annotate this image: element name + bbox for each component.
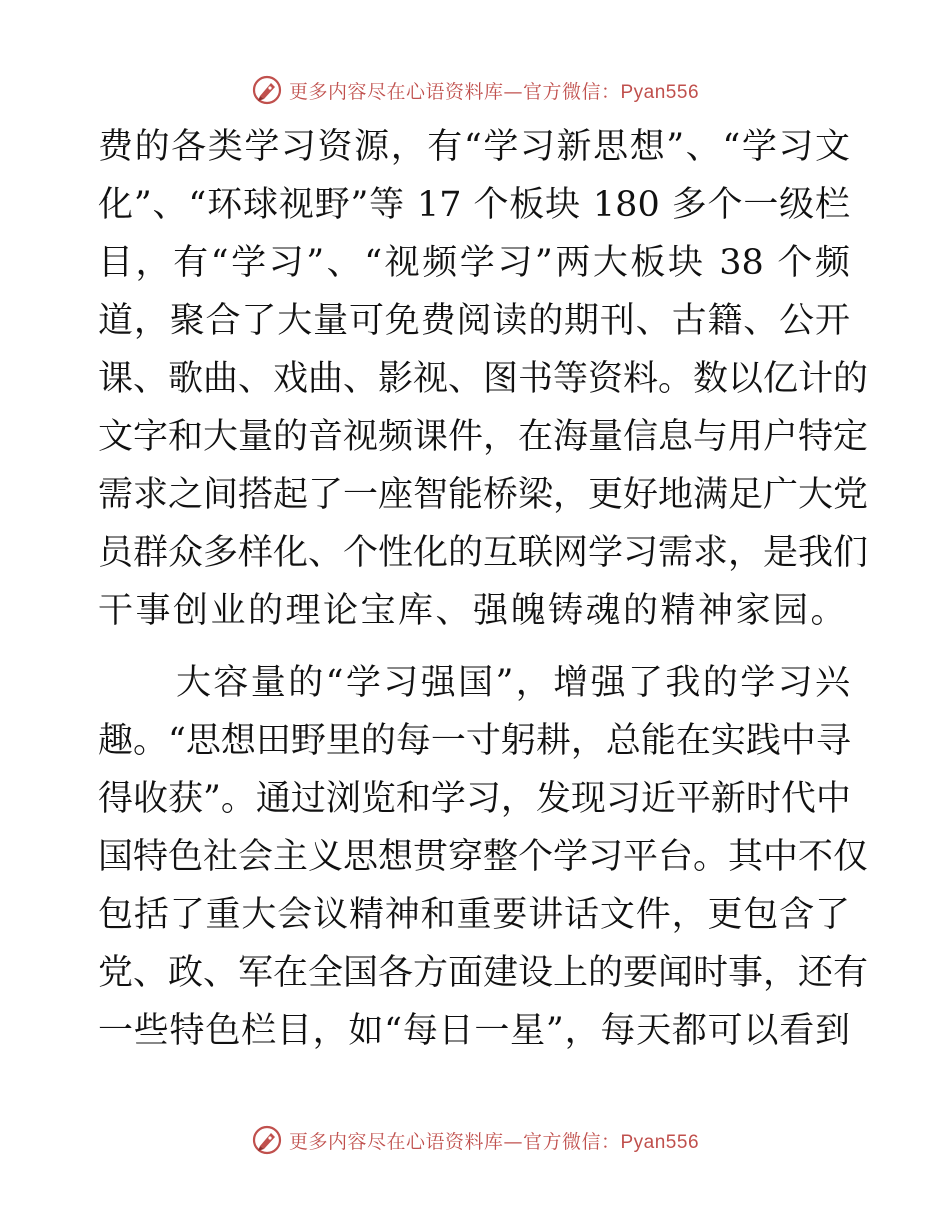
footer-watermark-brand: Pyan556 [620, 1131, 700, 1153]
paragraph-gap [98, 640, 850, 654]
footer-watermark-banner [0, 1120, 950, 1160]
text-line: 费的各类学习资源，有“学习新思想”、“学习文 [98, 127, 850, 167]
text-line: 目，有“学习”、“视频学习”两大板块 38 个频 [98, 243, 850, 283]
document-body [98, 118, 869, 1060]
text-line: 化”、“环球视野”等 17 个板块 180 多个一级栏 [98, 185, 850, 225]
header-watermark-brand: Pyan556 [620, 81, 700, 103]
footer-watermark-text: 更多内容尽在心语资料库—官方微信：Pyan556 [288, 1130, 700, 1153]
text-line: 文字和大量的音视频课件，在海量信息与用户特定 [98, 417, 869, 457]
text-line: 道，聚合了大量可免费阅读的期刊、古籍、公开 [98, 301, 850, 341]
text-line: 得收获”。通过浏览和学习，发现习近平新时代中 [98, 779, 851, 819]
text-line: 党、政、军在全国各方面建设上的要闻时事，还有 [98, 953, 869, 993]
header-watermark-banner [0, 70, 950, 110]
pen-nib-logo-icon [251, 74, 283, 106]
text-line: 国特色社会主义思想贯穿整个学习平台。其中不仅 [98, 837, 869, 877]
text-line: 趣。“思想田野里的每一寸躬耕，总能在实践中寻 [98, 721, 851, 761]
text-line: 课、歌曲、戏曲、影视、图书等资料。数以亿计的 [98, 359, 869, 399]
text-line: 包括了重大会议精神和重要讲话文件，更包含了 [98, 895, 850, 935]
text-line: 一些特色栏目，如“每日一星”，每天都可以看到 [98, 1011, 850, 1051]
pen-nib-logo-icon [251, 1124, 283, 1156]
text-line: 需求之间搭起了一座智能桥梁，更好地满足广大党 [98, 475, 869, 515]
text-line: 员群众多样化、个性化的互联网学习需求，是我们 [98, 533, 869, 573]
text-line: 干事创业的理论宝库、强魄铸魂的精神家园。 [98, 591, 849, 631]
text-line: 大容量的“学习强国”，增强了我的学习兴 [176, 663, 850, 703]
header-watermark-text: 更多内容尽在心语资料库—官方微信：Pyan556 [288, 80, 700, 103]
